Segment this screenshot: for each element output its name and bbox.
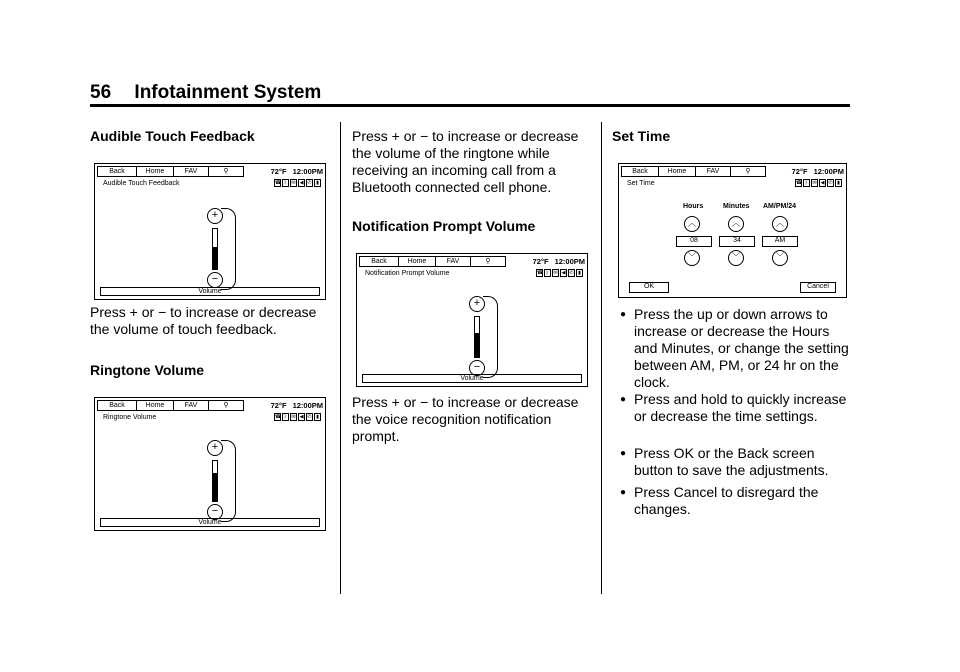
navigation-icon[interactable]: ⚲: [208, 400, 244, 411]
screen-toolbar: [97, 400, 323, 411]
screen-title: Set Time: [627, 180, 655, 187]
bullet-item: [620, 445, 850, 479]
volume-level-fill: [475, 333, 479, 357]
temperature: 72°F: [791, 167, 808, 176]
volume-icon: ◀: [561, 270, 566, 276]
hours-up-button[interactable]: ︿: [684, 216, 700, 232]
page-number: 56: [90, 82, 112, 103]
page-header: [90, 82, 321, 104]
section-title-audible: Audible Touch Feedback: [90, 128, 255, 144]
back-button[interactable]: Back: [359, 256, 399, 267]
clock: 12:00PM: [292, 401, 323, 410]
phone-icon: ☎: [537, 270, 544, 276]
back-button[interactable]: Back: [97, 166, 137, 177]
page-title: Infotainment System: [134, 82, 322, 103]
screen-toolbar: [621, 166, 844, 177]
message-icon: ✉: [291, 180, 296, 186]
fav-button[interactable]: FAV: [435, 256, 471, 267]
temperature: 72°F: [270, 167, 287, 176]
bluetooth-icon: ᛒ: [545, 270, 549, 276]
volume-bracket: [221, 440, 236, 522]
volume-bar-label[interactable]: Volume: [100, 518, 320, 527]
home-button[interactable]: Home: [136, 400, 174, 411]
fav-button[interactable]: FAV: [695, 166, 731, 177]
battery-icon: ▮: [576, 269, 583, 277]
bullet-text: Press and hold to quickly increase or decrease the time settings.: [634, 391, 847, 424]
message-icon: ✉: [291, 414, 296, 420]
screen-set-time: [618, 163, 847, 298]
ampm-down-button[interactable]: ﹀: [772, 250, 788, 266]
bullet-text: Press Cancel to disregard the changes.: [634, 484, 819, 517]
navigation-icon[interactable]: ⚲: [208, 166, 244, 177]
fav-button[interactable]: FAV: [173, 400, 209, 411]
bullet-icon: ●: [620, 448, 627, 459]
message-icon: ✉: [553, 270, 558, 276]
volume-bracket: [483, 296, 498, 378]
minutes-down-button[interactable]: ﹀: [728, 250, 744, 266]
status-icons: [274, 413, 321, 421]
screen-toolbar: [97, 166, 323, 177]
paragraph-ringtone: Press + or − to increase or decrease the volume of the ringtone while receiving an incoming call from a Bluetooth connected cell phone.: [352, 128, 579, 195]
cancel-button[interactable]: Cancel: [800, 282, 836, 293]
clock: 12:00PM: [813, 167, 844, 176]
home-button[interactable]: Home: [136, 166, 174, 177]
minutes-value: 34: [719, 236, 755, 247]
plus-button[interactable]: +: [469, 296, 485, 312]
screen-notification-prompt-volume: [356, 253, 588, 387]
phone-icon: ☎: [796, 180, 803, 186]
volume-bar-label[interactable]: Volume: [362, 374, 582, 383]
phone-icon: ☎: [275, 414, 282, 420]
volume-icon: ◀: [820, 180, 825, 186]
volume-icon: ◀: [299, 414, 304, 420]
status-icons: [795, 179, 842, 187]
bullet-icon: ●: [620, 487, 627, 498]
ampm-value: AM: [762, 236, 798, 247]
bullet-item: [620, 484, 850, 518]
battery-icon: ▮: [314, 413, 321, 421]
bullet-icon: ●: [620, 394, 627, 405]
status-icons: [274, 179, 321, 187]
hours-value: 08: [676, 236, 712, 247]
screen-title: Notification Prompt Volume: [365, 270, 450, 277]
section-title-notification: Notification Prompt Volume: [352, 218, 536, 234]
minutes-up-button[interactable]: ︿: [728, 216, 744, 232]
minus-button[interactable]: −: [207, 272, 223, 288]
bullet-item: [620, 306, 850, 391]
temperature: 72°F: [532, 257, 549, 266]
hours-down-button[interactable]: ﹀: [684, 250, 700, 266]
screen-audible-touch-feedback: [94, 163, 326, 300]
volume-level-fill: [213, 247, 217, 269]
battery-icon: ▮: [314, 179, 321, 187]
bluetooth-icon: ᛒ: [283, 180, 287, 186]
ampm-label: AM/PM/24: [763, 203, 797, 210]
minus-button[interactable]: −: [207, 504, 223, 520]
home-button[interactable]: Home: [658, 166, 696, 177]
screen-title: Audible Touch Feedback: [103, 180, 180, 187]
header-rule: [90, 104, 850, 107]
volume-level-fill: [213, 473, 217, 501]
bullet-text: Press OK or the Back screen button to save the adjustments.: [634, 445, 829, 478]
bluetooth-icon: ᛒ: [804, 180, 808, 186]
section-title-ringtone: Ringtone Volume: [90, 362, 205, 378]
volume-bracket: [221, 208, 236, 290]
fav-button[interactable]: FAV: [173, 166, 209, 177]
status-icons: [536, 269, 583, 277]
clock: 12:00PM: [554, 257, 585, 266]
home-button[interactable]: Home: [398, 256, 436, 267]
volume-bar-label[interactable]: Volume: [100, 287, 320, 296]
volume-level-bar[interactable]: [474, 316, 480, 358]
back-button[interactable]: Back: [621, 166, 659, 177]
message-icon: ✉: [812, 180, 817, 186]
navigation-icon[interactable]: ⚲: [730, 166, 766, 177]
call-icon: ✆: [307, 414, 312, 420]
screen-ringtone-volume: [94, 397, 326, 531]
screen-title: Ringtone Volume: [103, 414, 157, 421]
call-icon: ✆: [828, 180, 833, 186]
bullet-icon: ●: [620, 309, 627, 320]
bullet-text: Press the up or down arrows to increase or decrease the Hours and Minutes, or change the setting between AM, PM, or 24 hr on the clock.: [634, 306, 849, 390]
bluetooth-icon: ᛒ: [283, 414, 287, 420]
battery-icon: ▮: [835, 179, 842, 187]
call-icon: ✆: [307, 180, 312, 186]
ampm-up-button[interactable]: ︿: [772, 216, 788, 232]
minus-button[interactable]: −: [469, 360, 485, 376]
volume-icon: ◀: [299, 180, 304, 186]
plus-button[interactable]: +: [207, 208, 223, 224]
screen-toolbar: [359, 256, 585, 267]
volume-level-bar[interactable]: [212, 228, 218, 270]
bullet-item: [620, 391, 850, 425]
column-divider: [340, 122, 341, 594]
paragraph-notification: Press + or − to increase or decrease the voice recognition notification prompt.: [352, 394, 579, 444]
column-divider: [601, 122, 602, 594]
call-icon: ✆: [569, 270, 574, 276]
hours-label: Hours: [683, 203, 704, 210]
minutes-label: Minutes: [723, 203, 750, 210]
navigation-icon[interactable]: ⚲: [470, 256, 506, 267]
volume-level-bar[interactable]: [212, 460, 218, 502]
clock: 12:00PM: [292, 167, 323, 176]
temperature: 72°F: [270, 401, 287, 410]
paragraph-audible: Press + or − to increase or decrease the volume of touch feedback.: [90, 304, 317, 337]
ok-button[interactable]: OK: [629, 282, 669, 293]
phone-icon: ☎: [275, 180, 282, 186]
back-button[interactable]: Back: [97, 400, 137, 411]
section-title-set-time: Set Time: [612, 128, 671, 144]
plus-button[interactable]: +: [207, 440, 223, 456]
